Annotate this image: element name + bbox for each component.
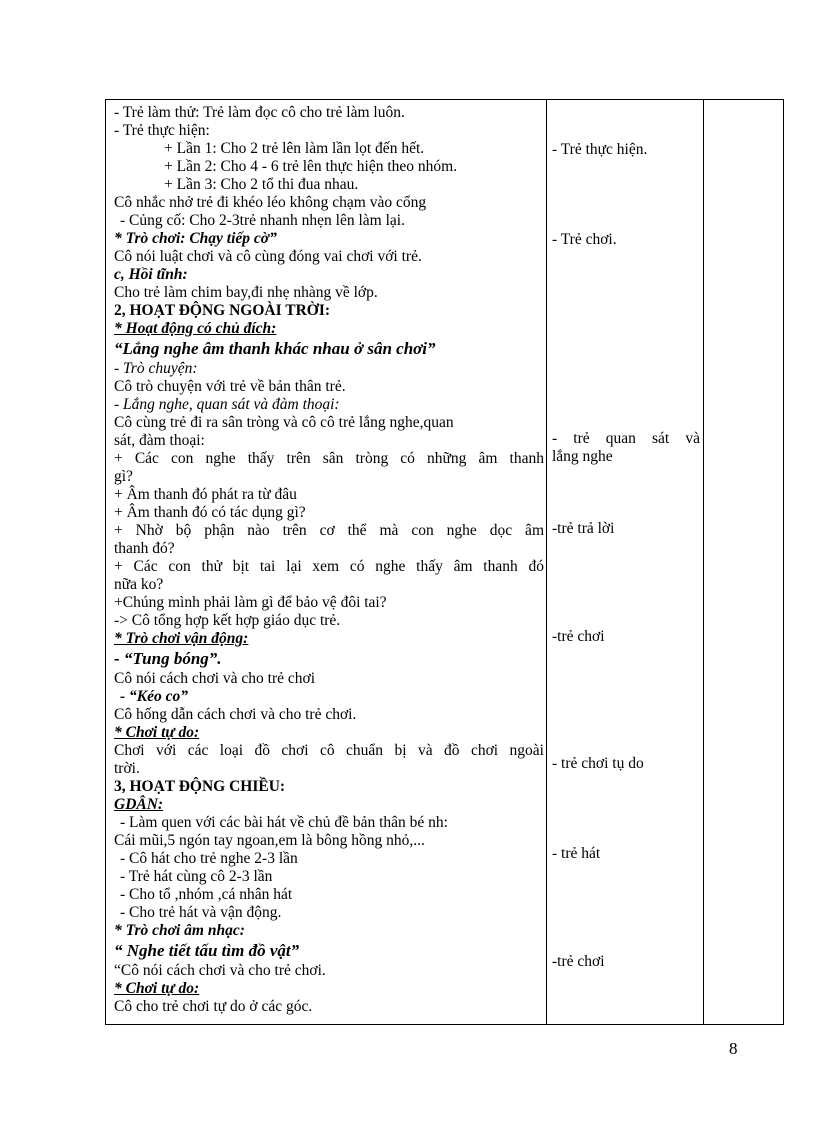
text-line: - Trò chuyện: bbox=[114, 360, 198, 377]
side-note: - trẻ quan sát và bbox=[552, 430, 700, 447]
text-line: + Các con nghe thấy trên sân tròng có những âm thanh bbox=[114, 450, 544, 467]
side-note: -trẻ trả lời bbox=[552, 520, 615, 537]
text-line: - Làm quen với các bài hát về chủ đề bản thân bé nh: bbox=[120, 814, 448, 831]
text-line: Cô trò chuyện với trẻ về bản thân trẻ. bbox=[114, 378, 346, 395]
text-line: c, Hồi tĩnh: bbox=[114, 266, 188, 283]
text-line: * Chơi tự do: bbox=[114, 724, 200, 741]
text-line: * Trò chơi vận động: bbox=[114, 630, 249, 647]
text-line: Cô nói luật chơi và cô cùng đóng vai chơi với trẻ. bbox=[114, 248, 422, 265]
text-line: - Cho trẻ hát và vận động. bbox=[120, 904, 282, 921]
text-line: - Cho tổ ,nhóm ,cá nhân hát bbox=[120, 886, 293, 903]
text-line: “Cô nói cách chơi và cho trẻ chơi. bbox=[114, 962, 326, 979]
side-note: - Trẻ chơi. bbox=[552, 231, 617, 248]
text-line: 2, HOẠT ĐỘNG NGOÀI TRỜI: bbox=[114, 302, 331, 319]
activities-column bbox=[114, 104, 544, 1016]
text-line: + Lần 3: Cho 2 tổ thi đua nhau. bbox=[164, 176, 359, 193]
text-line: Cô hống dẫn cách chơi và cho trẻ chơi. bbox=[114, 706, 357, 723]
text-line: * Chơi tự do: bbox=[114, 980, 200, 997]
text-line: - Trẻ làm thử: Trẻ làm đọc cô cho trẻ làm luôn. bbox=[114, 104, 405, 121]
text-line: + Các con thử bịt tai lại xem có nghe thấy âm thanh đó bbox=[114, 558, 544, 575]
text-line: + Lần 1: Cho 2 trẻ lên làm lần lọt đến hết. bbox=[164, 140, 425, 157]
text-line: - Củng cố: Cho 2-3trẻ nhanh nhẹn lên làm lại. bbox=[120, 212, 405, 229]
text-line: - “Kéo co” bbox=[120, 688, 189, 705]
text-line: * Hoạt động có chủ đích: bbox=[114, 320, 277, 337]
column-divider-1 bbox=[546, 100, 547, 1024]
text-line: -> Cô tổng hợp kết hợp giáo dục trẻ. bbox=[114, 612, 341, 629]
text-line: + Âm thanh đó phát ra từ đâu bbox=[114, 486, 297, 503]
text-line: 3, HOẠT ĐỘNG CHIỀU: bbox=[114, 778, 286, 795]
text-line: Chơi với các loại đồ chơi cô chuẩn bị và đồ chơi ngoài bbox=[114, 742, 544, 759]
text-line: “Lắng nghe âm thanh khác nhau ở sân chơi” bbox=[114, 339, 436, 358]
text-line: thanh đó? bbox=[114, 540, 175, 557]
text-line: +Chúng mình phải làm gì để bảo vệ đôi tai? bbox=[114, 594, 387, 611]
text-line: + Lần 2: Cho 4 - 6 trẻ lên thực hiện theo nhóm. bbox=[164, 158, 458, 175]
text-line: - Lắng nghe, quan sát và đàm thoại: bbox=[114, 396, 340, 413]
text-line: + Nhờ bộ phận nào trên cơ thể mà con nghe dọc âm bbox=[114, 522, 544, 539]
text-line: GDÂN: bbox=[114, 796, 164, 813]
side-note: - trẻ chơi tụ do bbox=[552, 755, 644, 772]
text-line: - “Tung bóng”. bbox=[114, 649, 222, 668]
text-line: Cái mũi,5 ngón tay ngoan,em là bông hồng nhỏ,... bbox=[114, 832, 425, 849]
text-line: nữa ko? bbox=[114, 576, 164, 593]
text-line: gì? bbox=[114, 468, 133, 485]
side-note: - trẻ hát bbox=[552, 845, 601, 862]
text-line: Cho trẻ làm chim bay,đi nhẹ nhàng về lớp. bbox=[114, 284, 378, 301]
text-line: Cô nói cách chơi và cho trẻ chơi bbox=[114, 670, 316, 687]
text-line: “ Nghe tiết tấu tìm đồ vật” bbox=[114, 941, 300, 960]
text-line: trời. bbox=[114, 760, 140, 777]
text-line: + Âm thanh đó có tác dụng gì? bbox=[114, 504, 306, 521]
text-line: - Cô hát cho trẻ nghe 2-3 lần bbox=[120, 850, 298, 867]
text-line: Cô cùng trẻ đi ra sân tròng và cô cô trẻ lắng nghe,quan bbox=[114, 414, 454, 431]
side-note: -trẻ chơi bbox=[552, 628, 605, 645]
text-line: * Trò chơi: Chạy tiếp cờ” bbox=[114, 230, 277, 247]
page-number: 8 bbox=[729, 1039, 738, 1058]
text-line: - Trẻ thực hiện: bbox=[114, 122, 210, 139]
text-line: sát, đàm thoại: bbox=[114, 432, 205, 449]
column-divider-2 bbox=[703, 100, 704, 1024]
text-line: Cô nhắc nhở trẻ đi khéo léo không chạm vào cổng bbox=[114, 194, 427, 211]
lesson-table bbox=[105, 99, 784, 1025]
text-line: - Trẻ hát cùng cô 2-3 lần bbox=[120, 868, 273, 885]
side-note: - Trẻ thực hiện. bbox=[552, 141, 648, 158]
text-line: * Trò chơi âm nhạc: bbox=[114, 922, 245, 939]
side-note: lắng nghe bbox=[552, 448, 613, 465]
side-note: -trẻ chơi bbox=[552, 953, 605, 970]
text-line: Cô cho trẻ chơi tự do ở các góc. bbox=[114, 998, 313, 1015]
